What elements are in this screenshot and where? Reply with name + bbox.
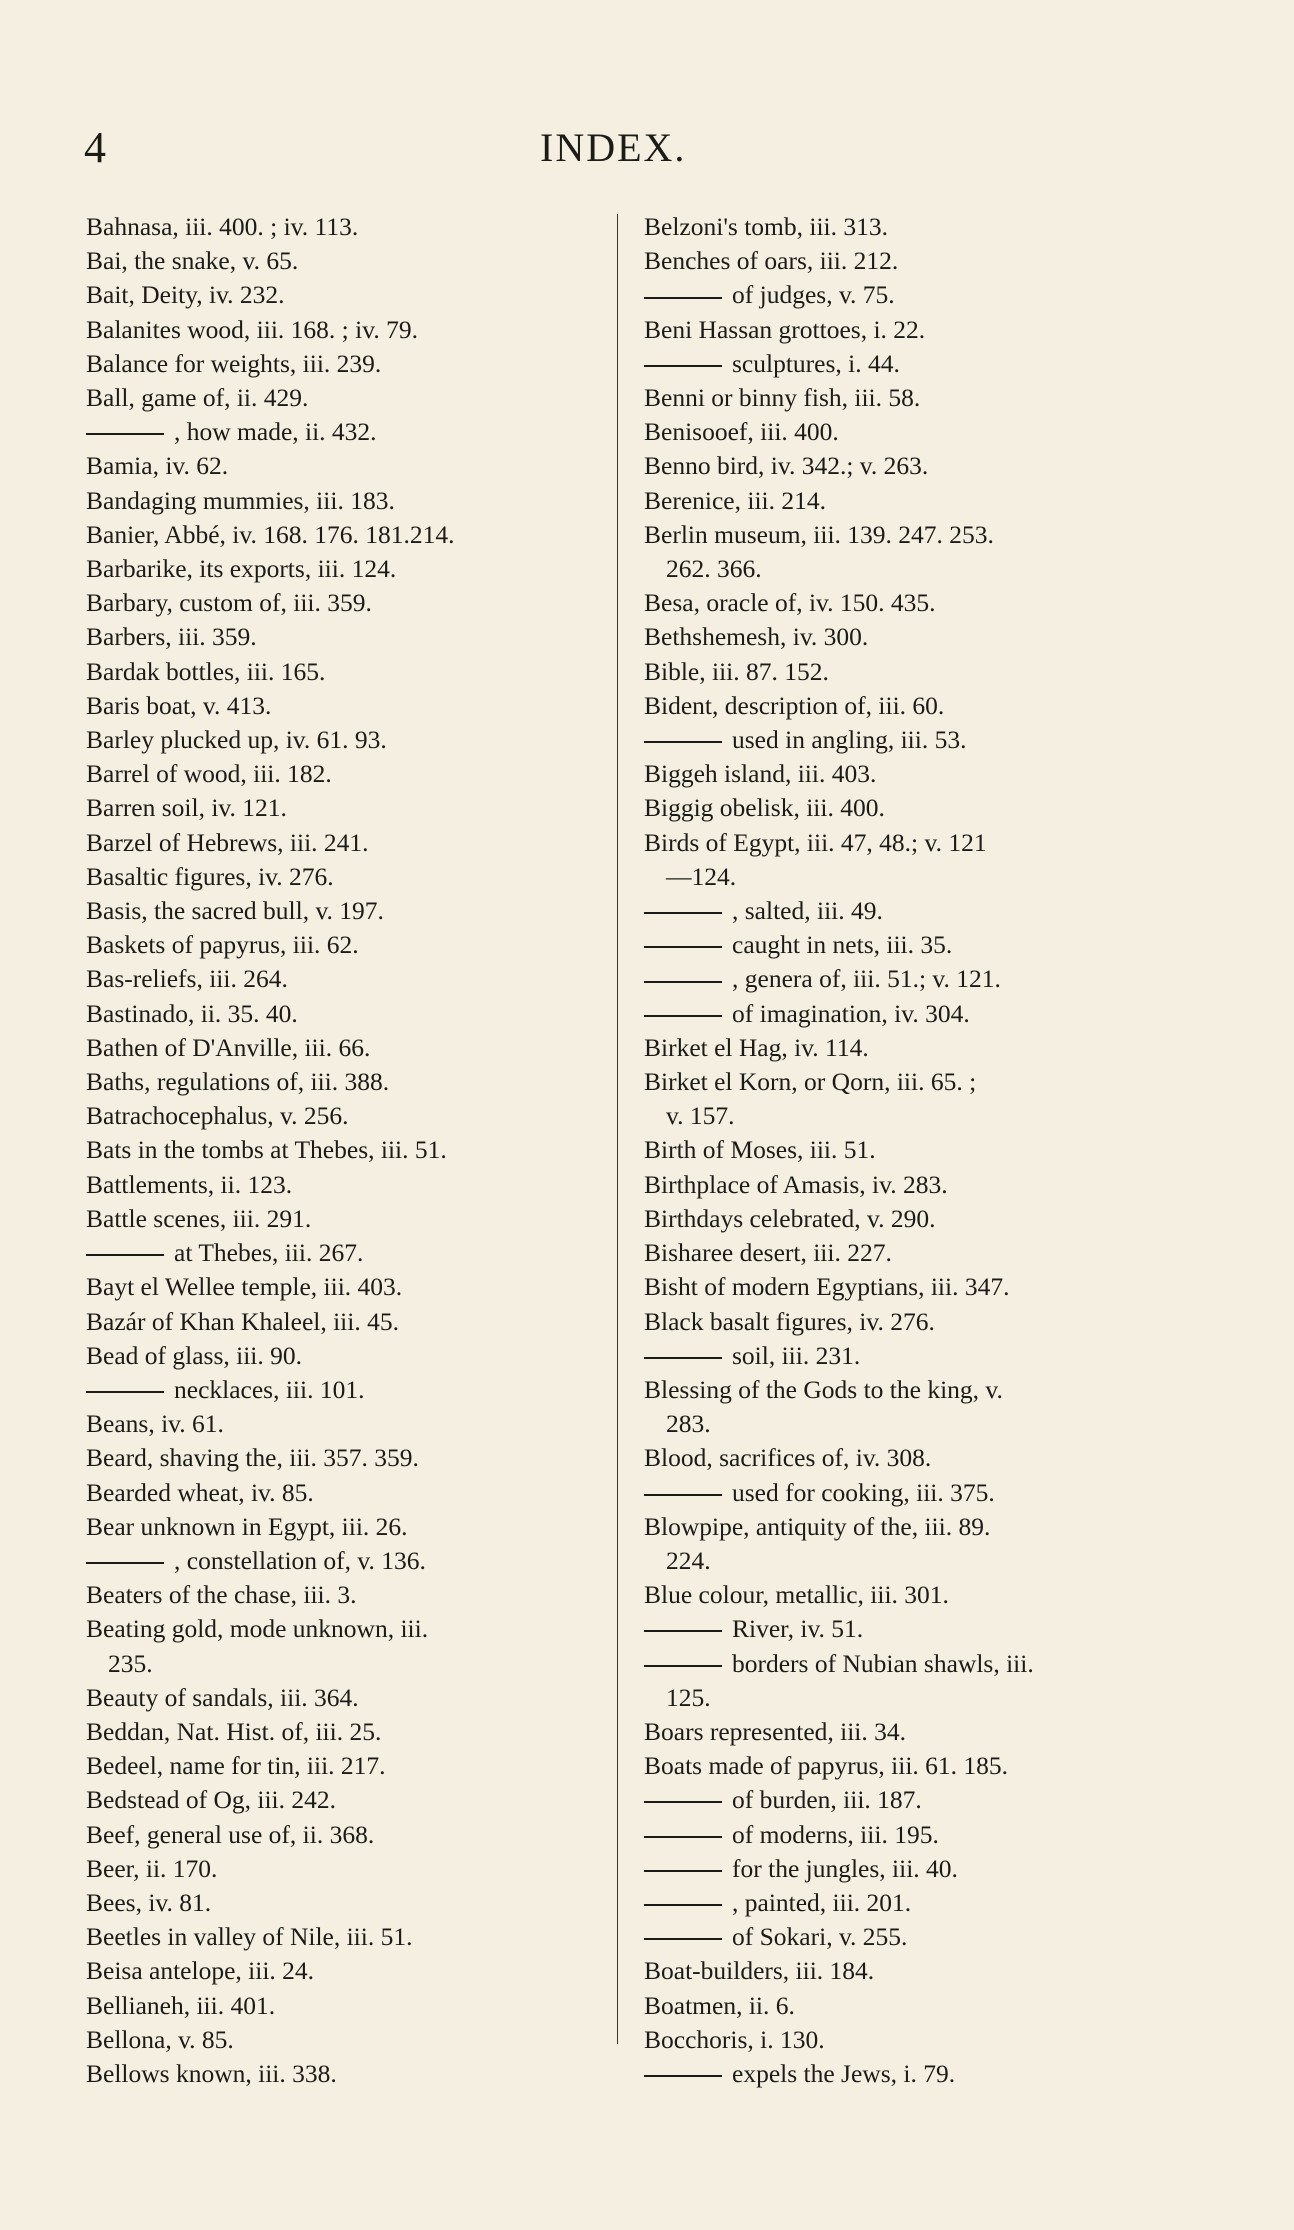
index-entry: Beetles in valley of Nile, iii. 51. [86, 1922, 413, 1952]
index-entry: Blood, sacrifices of, iv. 308. [644, 1443, 932, 1473]
subentry-text: of Sokari, v. 255. [732, 1922, 908, 1952]
index-entry: Bayt el Wellee temple, iii. 403. [86, 1272, 403, 1302]
ditto-dash [644, 1665, 722, 1667]
index-entry: Beard, shaving the, iii. 357. 359. [86, 1443, 419, 1473]
ditto-dash [644, 1357, 722, 1359]
subentry-text: at Thebes, iii. 267. [174, 1238, 364, 1268]
ditto-dash [644, 1836, 722, 1838]
index-entry: Banier, Abbé, iv. 168. 176. 181.214. [86, 519, 455, 549]
index-subentry [86, 1373, 626, 1407]
subentry-text: River, iv. 51. [732, 1614, 864, 1644]
index-entry: Bats in the tombs at Thebes, iii. 51. [86, 1135, 447, 1165]
index-entry: Bardak bottles, iii. 165. [86, 656, 326, 686]
index-entry: Bear unknown in Egypt, iii. 26. [86, 1511, 408, 1541]
subentry-text: of imagination, iv. 304. [732, 998, 970, 1028]
index-subentry [644, 962, 1184, 996]
index-entry: Balance for weights, iii. 239. [86, 348, 382, 378]
index-subentry [644, 278, 1184, 312]
index-subentry [644, 1886, 1184, 1920]
index-subentry [644, 1852, 1184, 1886]
index-subentry [644, 2057, 1184, 2091]
index-entry: Bisharee desert, iii. 227. [644, 1238, 892, 1268]
subentry-text: soil, iii. 231. [732, 1340, 861, 1370]
index-entry: Blessing of the Gods to the king, v. [644, 1374, 1003, 1404]
index-entry: Belzoni's tomb, iii. 313. [644, 212, 889, 241]
index-subentry [644, 1818, 1184, 1852]
index-entry: Baris boat, v. 413. [86, 690, 272, 720]
index-entry: Benches of oars, iii. 212. [644, 246, 899, 276]
index-entry: Barrel of wood, iii. 182. [86, 759, 332, 789]
index-entry: Birket el Hag, iv. 114. [644, 1032, 869, 1062]
subentry-text: of judges, v. 75. [732, 280, 895, 310]
index-entry-continuation: 262. 366. [666, 554, 762, 584]
index-entry-continuation: v. 157. [666, 1101, 735, 1131]
subentry-text: , genera of, iii. 51.; v. 121. [732, 964, 1001, 994]
page-number: 4 [84, 123, 106, 172]
index-entry: Biggeh island, iii. 403. [644, 759, 877, 789]
index-entry: Bead of glass, iii. 90. [86, 1340, 303, 1370]
index-subentry [644, 1783, 1184, 1817]
index-entry: Baths, regulations of, iii. 388. [86, 1067, 390, 1097]
ditto-dash [644, 1801, 722, 1803]
index-subentry [644, 1339, 1184, 1373]
index-entry: Bai, the snake, v. 65. [86, 246, 299, 276]
index-entry: Beddan, Nat. Hist. of, iii. 25. [86, 1716, 382, 1746]
index-entry: Balanites wood, iii. 168. ; iv. 79. [86, 314, 418, 344]
right-index-column [644, 210, 1184, 2091]
ditto-dash [86, 1254, 164, 1256]
index-entry: Batrachocephalus, v. 256. [86, 1101, 349, 1131]
index-entry: Barley plucked up, iv. 61. 93. [86, 725, 387, 755]
index-entry: Blowpipe, antiquity of the, iii. 89. [644, 1511, 991, 1541]
index-entry: Birds of Egypt, iii. 47, 48.; v. 121 [644, 827, 987, 857]
ditto-dash [86, 433, 164, 435]
index-entry: Bellianeh, iii. 401. [86, 1990, 276, 2020]
index-entry-continuation: 235. [108, 1648, 153, 1678]
index-entry-continuation: 125. [666, 1682, 711, 1712]
ditto-dash [644, 365, 722, 367]
index-entry: Beer, ii. 170. [86, 1853, 218, 1883]
subentry-text: caught in nets, iii. 35. [732, 930, 953, 960]
ditto-dash [644, 1494, 722, 1496]
index-entry: Barren soil, iv. 121. [86, 793, 287, 823]
index-entry: Bellona, v. 85. [86, 2024, 234, 2054]
index-subentry [644, 894, 1184, 928]
index-entry: Birthplace of Amasis, iv. 283. [644, 1169, 948, 1199]
index-entry: Bahnasa, iii. 400. ; iv. 113. [86, 212, 359, 241]
index-entry: Bident, description of, iii. 60. [644, 690, 945, 720]
index-subentry [86, 1544, 626, 1578]
index-entry: Boars represented, iii. 34. [644, 1716, 907, 1746]
index-entry: Bazár of Khan Khaleel, iii. 45. [86, 1306, 399, 1336]
index-entry: Bedeel, name for tin, iii. 217. [86, 1751, 386, 1781]
page-title: INDEX. [540, 125, 687, 170]
index-entry: Beisa antelope, iii. 24. [86, 1956, 315, 1986]
ditto-dash [644, 297, 722, 299]
subentry-text: , constellation of, v. 136. [174, 1545, 426, 1575]
ditto-dash [644, 2075, 722, 2077]
index-entry: Beauty of sandals, iii. 364. [86, 1682, 359, 1712]
index-entry-continuation: 283. [666, 1409, 711, 1439]
index-entry: Bandaging mummies, iii. 183. [86, 485, 395, 515]
index-subentry [644, 1476, 1184, 1510]
index-entry: Berlin museum, iii. 139. 247. 253. [644, 519, 994, 549]
page-header [0, 118, 1294, 178]
index-entry: Beef, general use of, ii. 368. [86, 1819, 375, 1849]
column-divider [617, 214, 618, 2044]
subentry-text: of moderns, iii. 195. [732, 1819, 939, 1849]
index-subentry [86, 1236, 626, 1270]
index-subentry [86, 415, 626, 449]
ditto-dash [644, 741, 722, 743]
index-entry: Ball, game of, ii. 429. [86, 383, 309, 413]
index-entry: Barbarike, its exports, iii. 124. [86, 554, 397, 584]
subentry-text: used for cooking, iii. 375. [732, 1477, 995, 1507]
index-entry: Beaters of the chase, iii. 3. [86, 1580, 357, 1610]
index-entry: Blue colour, metallic, iii. 301. [644, 1580, 949, 1610]
index-entry: Bellows known, iii. 338. [86, 2058, 337, 2088]
index-entry: Barbary, custom of, iii. 359. [86, 588, 372, 618]
left-index-column [86, 210, 626, 2091]
ditto-dash [86, 1391, 164, 1393]
ditto-dash [644, 946, 722, 948]
subentry-text: necklaces, iii. 101. [174, 1374, 365, 1404]
ditto-dash [644, 912, 722, 914]
subentry-text: used in angling, iii. 53. [732, 725, 967, 755]
subentry-text: expels the Jews, i. 79. [732, 2058, 956, 2088]
index-subentry [644, 928, 1184, 962]
index-entry: Biggig obelisk, iii. 400. [644, 793, 885, 823]
index-entry: Boatmen, ii. 6. [644, 1990, 795, 2020]
index-entry: Barzel of Hebrews, iii. 241. [86, 827, 369, 857]
subentry-text: , painted, iii. 201. [732, 1887, 912, 1917]
index-subentry [644, 1612, 1184, 1646]
index-entry: Benni or binny fish, iii. 58. [644, 383, 921, 413]
index-subentry [644, 1647, 1184, 1681]
subentry-text: , how made, ii. 432. [174, 417, 377, 447]
index-entry: Basaltic figures, iv. 276. [86, 861, 334, 891]
subentry-text: , salted, iii. 49. [732, 896, 883, 926]
index-entry: Bastinado, ii. 35. 40. [86, 998, 298, 1028]
ditto-dash [86, 1562, 164, 1564]
index-entry: Black basalt figures, iv. 276. [644, 1306, 935, 1336]
ditto-dash [644, 1015, 722, 1017]
index-entry: Bocchoris, i. 130. [644, 2024, 825, 2054]
index-entry: Baskets of papyrus, iii. 62. [86, 930, 359, 960]
index-subentry [644, 997, 1184, 1031]
index-entry: Besa, oracle of, iv. 150. 435. [644, 588, 936, 618]
index-entry: Bisht of modern Egyptians, iii. 347. [644, 1272, 1010, 1302]
index-entry: Bedstead of Og, iii. 242. [86, 1785, 337, 1815]
index-subentry [644, 1920, 1184, 1954]
index-entry-continuation: —124. [666, 861, 737, 891]
index-entry-continuation: 224. [666, 1545, 711, 1575]
index-entry: Berenice, iii. 214. [644, 485, 826, 515]
subentry-text: sculptures, i. 44. [732, 348, 900, 378]
index-entry: Bait, Deity, iv. 232. [86, 280, 285, 310]
index-entry: Battle scenes, iii. 291. [86, 1203, 312, 1233]
index-entry: Beating gold, mode unknown, iii. [86, 1614, 429, 1644]
ditto-dash [644, 1938, 722, 1940]
index-entry: Bamia, iv. 62. [86, 451, 229, 481]
index-subentry [644, 347, 1184, 381]
index-entry: Barbers, iii. 359. [86, 622, 257, 652]
ditto-dash [644, 1870, 722, 1872]
index-entry: Bethshemesh, iv. 300. [644, 622, 869, 652]
index-entry: Boats made of papyrus, iii. 61. 185. [644, 1751, 1009, 1781]
index-entry: Birthdays celebrated, v. 290. [644, 1203, 936, 1233]
index-entry: Benisooef, iii. 400. [644, 417, 839, 447]
index-entry: Beans, iv. 61. [86, 1409, 224, 1439]
index-entry: Benno bird, iv. 342.; v. 263. [644, 451, 929, 481]
ditto-dash [644, 1630, 722, 1632]
index-entry: Basis, the sacred bull, v. 197. [86, 896, 384, 926]
index-entry: Bearded wheat, iv. 85. [86, 1477, 314, 1507]
index-entry: Battlements, ii. 123. [86, 1169, 293, 1199]
index-entry: Bees, iv. 81. [86, 1887, 212, 1917]
subentry-text: of burden, iii. 187. [732, 1785, 922, 1815]
index-subentry [644, 723, 1184, 757]
subentry-text: borders of Nubian shawls, iii. [732, 1648, 1034, 1678]
index-entry: Birket el Korn, or Qorn, iii. 65. ; [644, 1067, 977, 1097]
index-entry: Bathen of D'Anville, iii. 66. [86, 1032, 371, 1062]
index-entry: Beni Hassan grottoes, i. 22. [644, 314, 926, 344]
index-entry: Bas-reliefs, iii. 264. [86, 964, 288, 994]
subentry-text: for the jungles, iii. 40. [732, 1853, 958, 1883]
index-entry: Boat-builders, iii. 184. [644, 1956, 875, 1986]
index-entry: Birth of Moses, iii. 51. [644, 1135, 876, 1165]
index-entry: Bible, iii. 87. 152. [644, 656, 829, 686]
ditto-dash [644, 981, 722, 983]
ditto-dash [644, 1904, 722, 1906]
